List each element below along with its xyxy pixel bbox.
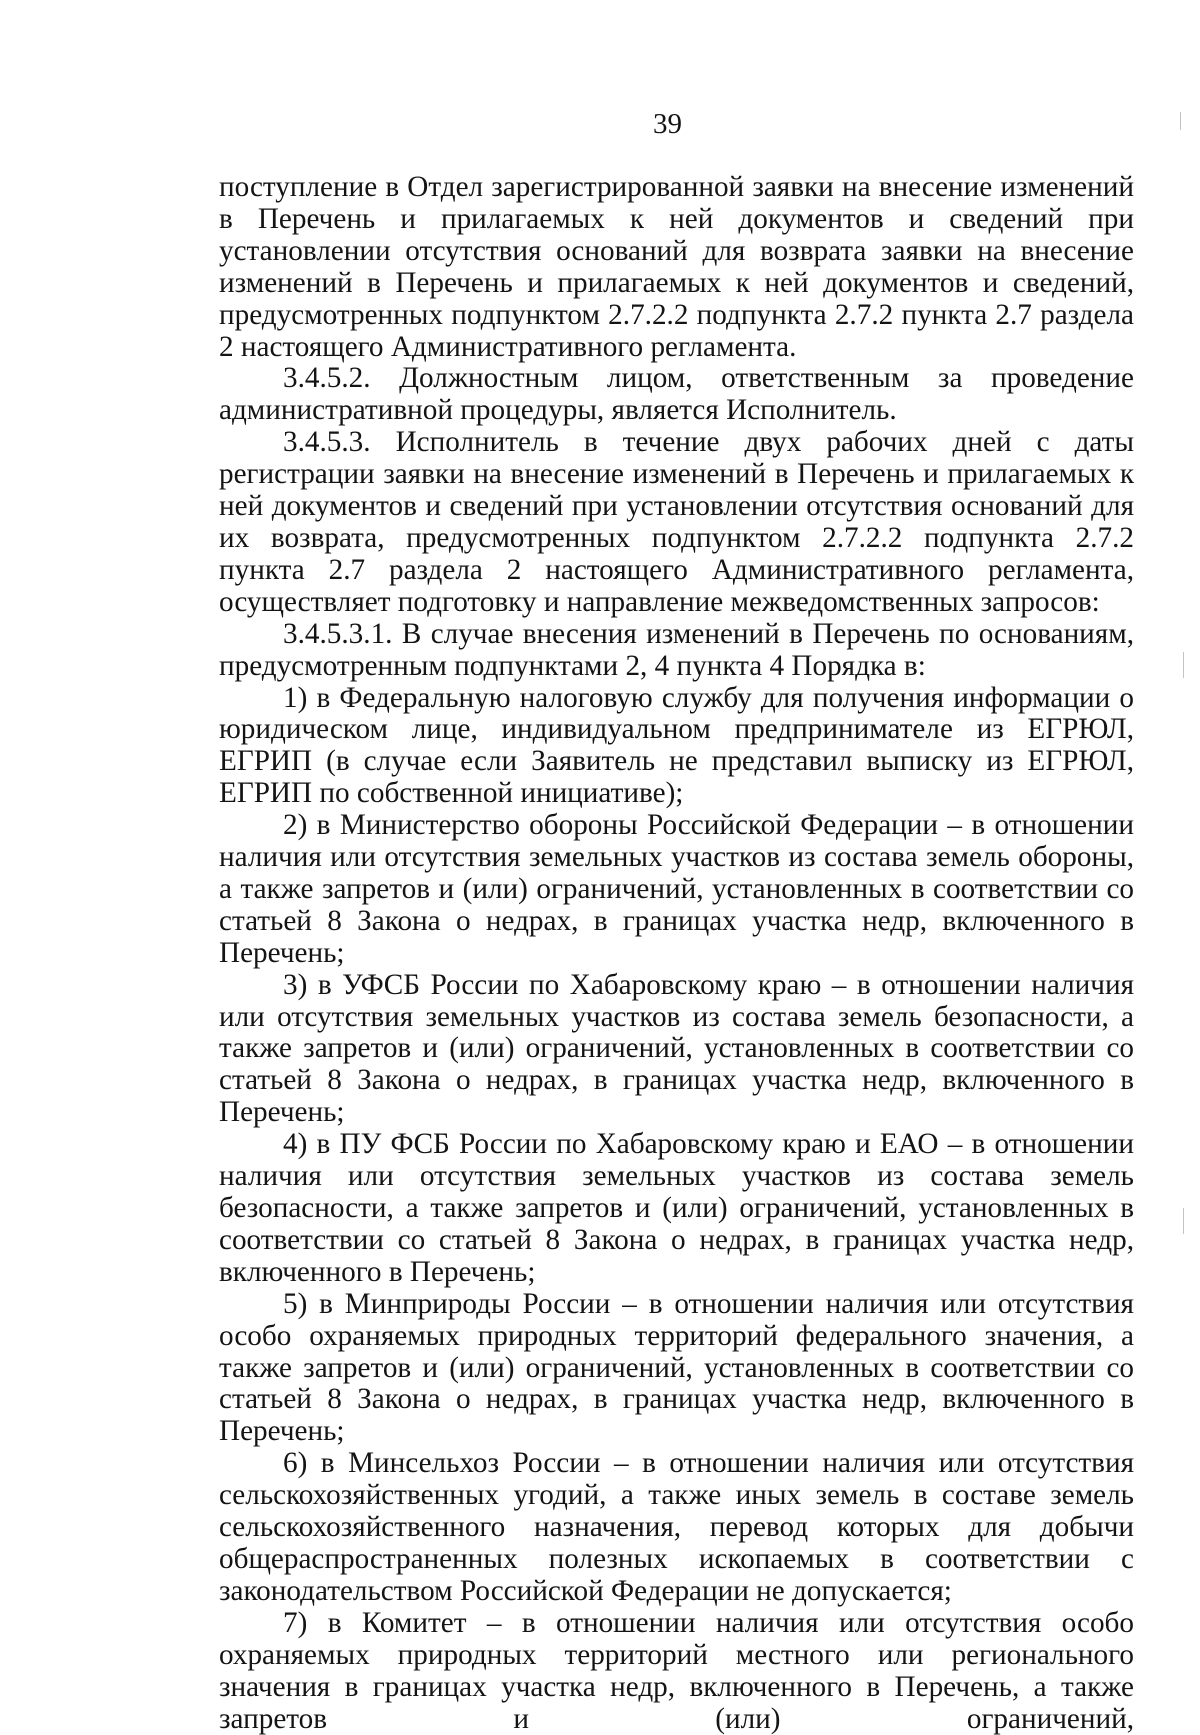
paragraph-continuation: поступление в Отдел зарегистрированной заявки на внесение изменений в Перечень и прилагаемых к ней документов и сведений при установлении отсутствия оснований для возврата заявки на внесение изменений в Перечень и прилагаемых к ней документов и сведений, предусмотренных подпунктом 2.7.2.2 подпункта 2.7.2 пункта 2.7 раздела 2 настоящего Административного регламента.	[219, 171, 1134, 363]
list-item-4: 4) в ПУ ФСБ России по Хабаровскому краю и ЕАО – в отношении наличия или отсутствия земельных участков из состава земель безопасности, а также запретов и (или) ограничений, установленных в соответствии со статьей 8 Закона о недрах, в границах участка недр, включенного в Перечень;	[219, 1128, 1134, 1288]
list-item-7: 7) в Комитет – в отношении наличия или отсутствия особо охраняемых природных территорий местного или регионального значения в границах участка недр, включенного в Перечень, а также запретов и (или) ограничений,	[219, 1606, 1134, 1735]
list-item-3: 3) в УФСБ России по Хабаровскому краю – в отношении наличия или отсутствия земельных участков из состава земель безопасности, а также запретов и (или) ограничений, установленных в соответствии со статьей 8 Закона о недрах, в границах участка недр, включенного в Перечень;	[219, 968, 1134, 1129]
paragraph-3-4-5-3: 3.4.5.3. Исполнитель в течение двух рабочих дней с даты регистрации заявки на внесение изменений в Перечень и прилагаемых к ней документов и сведений при установлении отсутствия оснований для их возврата, предусмотренных подпунктом 2.7.2.2 подпункта 2.7.2 пункта 2.7 раздела 2 настоящего Административного регламента, осуществляет подготовку и направление межведомственных запросов:	[219, 426, 1134, 618]
page-number: 39	[653, 108, 682, 140]
scan-artifact-mark	[1183, 1208, 1184, 1234]
list-item-2: 2) в Министерство обороны Российской Федерации – в отношении наличия или отсутствия земельных участков из состава земель обороны, а также запретов и (или) ограничений, установленных в соответствии со статьей 8 Закона о недрах, в границах участка недр, включенного в Перечень;	[219, 809, 1134, 969]
list-item-6: 6) в Минсельхоз России – в отношении наличия или отсутствия сельскохозяйственных угодий, а также иных земель в составе земель сельскохозяйственного назначения, перевод которых для добычи общераспространенных полезных ископаемых в соответствии с законодательством Российской Федерации не допускается;	[219, 1447, 1134, 1607]
list-item-1: 1) в Федеральную налоговую службу для получения информации о юридическом лице, индивидуальном предпринимателе из ЕГРЮЛ, ЕГРИП (в случае если Заявитель не представил выписку из ЕГРЮЛ, ЕГРИП по собственной инициативе);	[219, 681, 1134, 810]
paragraph-3-4-5-3-1: 3.4.5.3.1. В случае внесения изменений в Перечень по основаниям, предусмотренным подпунктами 2, 4 пункта 4 Порядка в:	[219, 617, 1134, 682]
scan-artifact-mark	[1183, 652, 1184, 678]
scan-artifact-mark	[1180, 112, 1181, 130]
document-body	[219, 172, 1134, 1735]
paragraph-3-4-5-2: 3.4.5.2. Должностным лицом, ответственным за проведение административной процедуры, является Исполнитель.	[219, 362, 1134, 427]
list-item-5: 5) в Минприроды России – в отношении наличия или отсутствия особо охраняемых природных территорий федерального значения, а также запретов и (или) ограничений, установленных в соответствии со статьей 8 Закона о недрах, в границах участка недр, включенного в Перечень;	[219, 1287, 1134, 1448]
